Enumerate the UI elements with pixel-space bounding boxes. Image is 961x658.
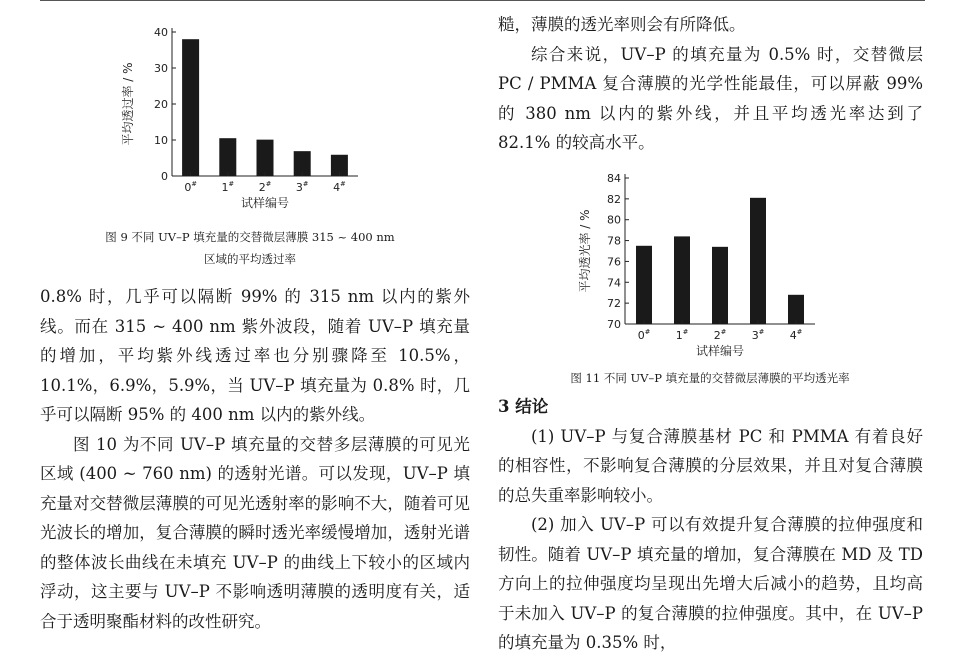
x-tick-label: 2#	[713, 328, 727, 342]
y-tick-label: 30	[154, 62, 168, 75]
section-title: 3 结论	[498, 397, 549, 416]
bar-4	[788, 295, 804, 324]
x-tick-label: 0#	[184, 180, 197, 194]
y-tick-label: 40	[154, 26, 168, 39]
right-paragraph-2: (1) UV–P 与复合薄膜基材 PC 和 PMMA 有着良好的相容性，不影响复合薄膜的分层效果，并且对复合薄膜的总失重率影响较小。	[498, 426, 923, 505]
x-tick-label: 3#	[295, 180, 309, 194]
y-tick-label: 84	[607, 172, 621, 185]
x-tick-label: 4#	[333, 180, 346, 194]
x-tick-label: 2#	[258, 180, 272, 194]
bar-1	[219, 138, 236, 176]
x-tick-label: 1#	[221, 180, 235, 194]
left-paragraph-1: 0.8% 时，几乎可以隔断 99% 的 315 nm 以内的紫外线。而在 315 ~ 400 nm 紫外波段，随着 UV–P 填充量的增加，平均紫外线透过率也分别骤降至 10.5%，10.1%，6.9%，5.9%，当 UV–P 填充量为 0.8% 时，几乎可以隔断 95% 的 400 nm 以内的紫外线。	[40, 287, 470, 424]
bar-2	[257, 140, 274, 176]
figure-9-caption	[60, 226, 440, 270]
left-paragraph-2: 图 10 为不同 UV–P 填充量的交替多层薄膜的可见光区域 (400 ~ 760 nm) 的透射光谱。可以发现，UV–P 填充量对交替微层薄膜的可见光透射率的影响不大，随着可见光波长的增加，复合薄膜的瞬时透光率缓慢增加，透射光谱的整体波长曲线在未填充 UV–P 的曲线上下较小的区域内浮动，这主要与 UV–P 不影响透明薄膜的透明度有关，适合于透明聚酯材料的改性研究。	[40, 434, 470, 631]
right-column-top	[498, 10, 923, 158]
x-tick-label: 3#	[751, 328, 765, 342]
figure-9-caption-line2: 区域的平均透过率	[204, 252, 296, 266]
x-tick-label: 4#	[789, 328, 803, 342]
figure-11-chart	[575, 168, 835, 363]
y-tick-label: 72	[607, 297, 621, 311]
right-paragraph-1: 综合来说，UV–P 的填充量为 0.5% 时，交替微层 PC / PMMA 复合薄膜的光学性能最佳，可以屏蔽 99% 的 380 nm 以内的紫外线，并且平均透光率达到了 82.1% 的较高水平。	[498, 44, 923, 152]
x-axis-label: 试样编号	[240, 196, 290, 210]
x-tick-label: 0#	[637, 328, 651, 342]
y-tick-label: 78	[607, 234, 621, 248]
y-tick-label: 80	[607, 213, 621, 227]
figure-9-svg	[118, 22, 378, 222]
left-column-text	[40, 282, 470, 636]
y-tick-label: 74	[607, 276, 621, 290]
bar-0	[182, 39, 199, 176]
right-paragraph-0: 糙，薄膜的透光率则会有所降低。	[498, 15, 746, 34]
x-axis-label: 试样编号	[695, 344, 745, 358]
y-tick-label: 10	[154, 134, 168, 147]
y-tick-label: 70	[607, 318, 621, 331]
figure-11-caption	[515, 367, 905, 389]
bar-2	[712, 247, 728, 324]
bar-0	[636, 246, 652, 324]
figure-9-caption-line1: 图 9 不同 UV–P 填充量的交替微层薄膜 315 ~ 400 nm	[105, 230, 395, 244]
y-axis-label: 平均透过率 / %	[121, 62, 135, 146]
y-tick-label: 0	[161, 170, 168, 183]
figure-11-svg	[575, 168, 835, 363]
y-axis-label: 平均透光率 / %	[578, 209, 592, 293]
right-column-bottom	[498, 392, 923, 658]
bar-3	[750, 198, 766, 324]
figure-9-chart	[118, 22, 378, 222]
header-rule	[40, 0, 925, 1]
y-tick-label: 76	[607, 255, 621, 269]
right-paragraph-3: (2) 加入 UV–P 可以有效提升复合薄膜的拉伸强度和韧性。随着 UV–P 填充量的增加，复合薄膜在 MD 及 TD 方向上的拉伸强度均呈现出先增大后减小的趋势，且均高于未加入 UV–P 的复合薄膜的拉伸强度。其中，在 UV–P 的填充量为 0.35% 时，	[498, 515, 923, 652]
bar-1	[674, 236, 690, 324]
x-tick-label: 1#	[675, 328, 689, 342]
y-tick-label: 82	[607, 192, 621, 206]
figure-11-caption-text: 图 11 不同 UV–P 填充量的交替微层薄膜的平均透光率	[570, 371, 850, 385]
y-tick-label: 20	[154, 98, 168, 111]
